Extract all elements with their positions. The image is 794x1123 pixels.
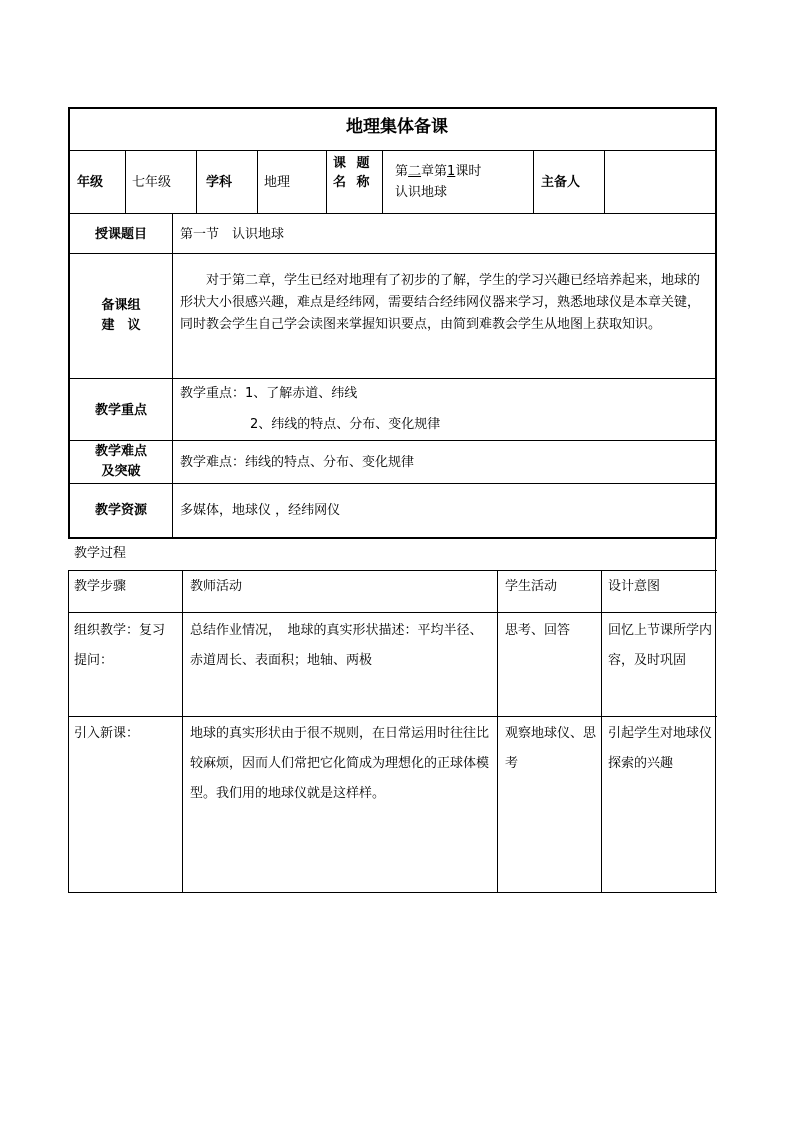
preparer-label: 主备人 bbox=[541, 175, 581, 190]
table-row-1-intent: 回忆上节课所学内容，及时巩固 bbox=[608, 623, 713, 668]
header-sep-7 bbox=[604, 150, 605, 213]
header-sep-5 bbox=[382, 150, 383, 213]
process-border-left bbox=[68, 570, 69, 893]
process-heading-bottom bbox=[68, 570, 717, 571]
suggestion-text: 对于第二章，学生已经对地理有了初步的了解，学生的学习兴趣已经培养起来，地球的形状大小很感兴趣，难点是经纬网，需要结合经纬网仪器来学习，熟悉地球仪是本章关键，同时教会学生自己学会读图来掌握知识要点，由简到难教会学生从地图上获取知识。 bbox=[180, 273, 701, 332]
column-intent: 设计意图 bbox=[608, 579, 661, 594]
table-row-2-student: 观察地球仪、思考 bbox=[505, 726, 597, 771]
table-row-2-intent: 引起学生对地球仪探索的兴趣 bbox=[608, 726, 713, 771]
header-sep-1 bbox=[125, 150, 126, 213]
topic-value: 第一节 认识地球 bbox=[180, 227, 285, 242]
suggestion-label-line2: 建 议 bbox=[101, 318, 141, 333]
border-suggestion-bottom bbox=[68, 378, 717, 379]
difficulty-label-line1: 教学难点 bbox=[94, 444, 147, 459]
table-row-1-teacher: 总结作业情况， 地球的真实形状描述：平均半径、赤道周长、表面积；地轴、两极 bbox=[190, 623, 483, 668]
lesson-label-line2: 名 称 bbox=[333, 175, 373, 190]
grade-label: 年级 bbox=[77, 175, 104, 190]
difficulty-value: 教学难点：纬线的特点、分布、变化规律 bbox=[180, 455, 415, 470]
process-row2-bottom bbox=[68, 892, 717, 893]
table-row-1-step: 组织教学：复习提问： bbox=[74, 623, 166, 668]
header-sep-4 bbox=[326, 150, 327, 213]
suggestion-label-line1: 备课组 bbox=[101, 298, 141, 313]
process-sep-1 bbox=[182, 570, 183, 893]
key-points-line1: 教学重点：1、了解赤道、纬线 bbox=[180, 386, 358, 401]
lesson-value-chapter: 二 bbox=[408, 164, 422, 179]
difficulty-label-line2: 及突破 bbox=[101, 464, 141, 479]
table-row-2-step: 引入新课： bbox=[74, 726, 140, 741]
header-sep-3 bbox=[257, 150, 258, 213]
page-title: 地理集体备课 bbox=[346, 117, 448, 137]
lesson-value-line2: 认识地球 bbox=[395, 185, 448, 200]
border-difficulty-bottom bbox=[68, 483, 717, 484]
resources-value: 多媒体，地球仪 ，经纬网仪 bbox=[180, 503, 341, 518]
table-row-1-student: 思考、回答 bbox=[505, 623, 571, 638]
border-header-bottom bbox=[68, 213, 717, 214]
border-resources-bottom bbox=[68, 537, 717, 539]
subject-label: 学科 bbox=[206, 175, 233, 190]
table-row-2-teacher: 地球的真实形状由于很不规则，在日常运用时往往比较麻烦，因而人们常把它化简成为理想化的正球体模型。我们用的地球仪就是这样样。 bbox=[190, 726, 490, 801]
border-header-top bbox=[68, 150, 717, 151]
border-top bbox=[68, 107, 717, 109]
lesson-value-line1 bbox=[395, 164, 481, 180]
label-column-sep bbox=[172, 213, 173, 538]
resources-label: 教学资源 bbox=[94, 503, 147, 518]
lesson-value-mid: 章第 bbox=[421, 164, 448, 179]
column-teacher: 教师活动 bbox=[190, 579, 243, 594]
subject-value: 地理 bbox=[264, 175, 291, 190]
border-keypoints-bottom bbox=[68, 440, 717, 441]
lesson-value-suffix: 课时 bbox=[455, 164, 482, 179]
process-columns-bottom bbox=[68, 612, 717, 613]
key-points-line2: 2、纬线的特点、分布、变化规律 bbox=[250, 417, 441, 432]
lesson-value-num: 1 bbox=[447, 164, 456, 179]
process-sep-2 bbox=[497, 570, 498, 893]
border-topic-bottom bbox=[68, 253, 717, 254]
column-student: 学生活动 bbox=[505, 579, 558, 594]
grade-value: 七年级 bbox=[132, 175, 172, 190]
process-sep-3 bbox=[601, 570, 602, 893]
column-step: 教学步骤 bbox=[74, 579, 127, 594]
process-heading: 教学过程 bbox=[74, 546, 127, 561]
header-sep-6 bbox=[533, 150, 534, 213]
key-points-label: 教学重点 bbox=[94, 403, 147, 418]
header-sep-2 bbox=[196, 150, 197, 213]
topic-label: 授课题目 bbox=[94, 227, 147, 242]
border-right-upper bbox=[715, 107, 717, 539]
process-row1-bottom bbox=[68, 716, 717, 717]
process-border-right bbox=[715, 538, 716, 893]
lesson-label-line1: 课 题 bbox=[333, 156, 373, 171]
lesson-value-prefix: 第 bbox=[395, 164, 409, 179]
